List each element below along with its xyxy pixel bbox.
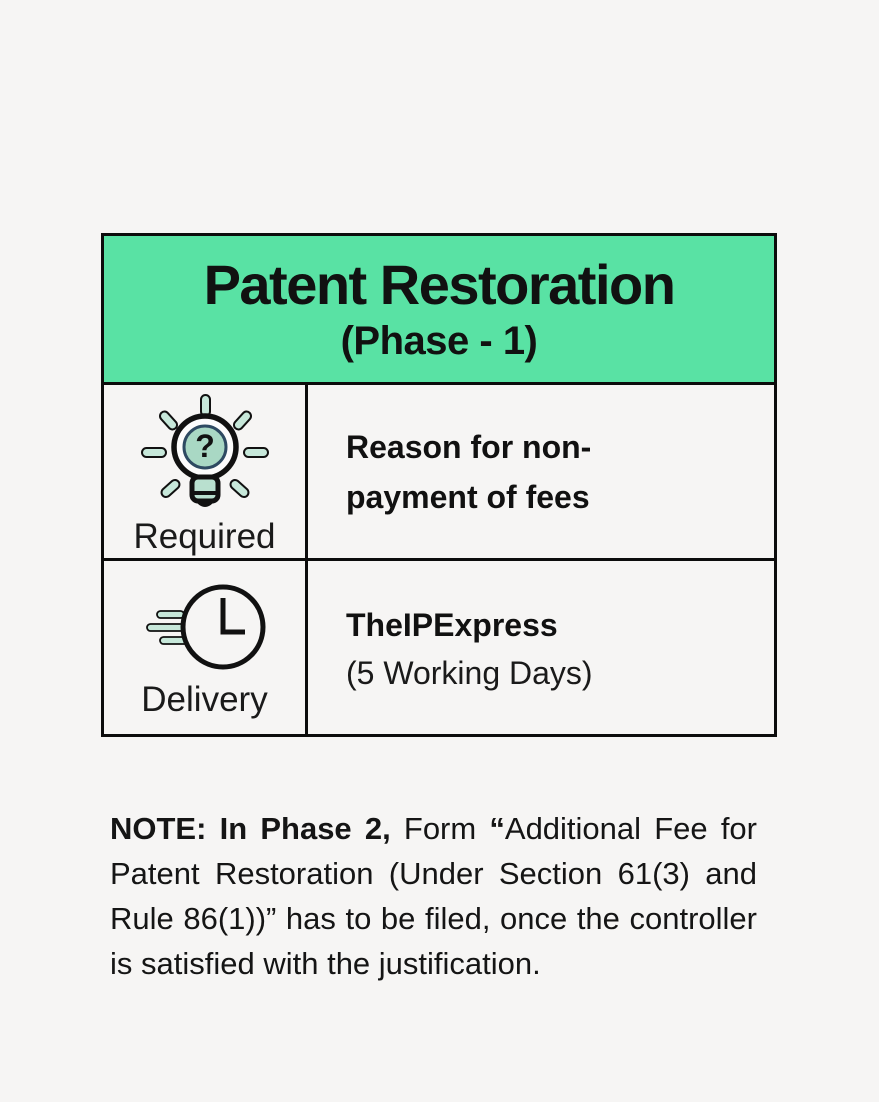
note-body: Additional Fee for Patent Restoration (Under Section 61(3) and Rule 86(1))” has to be filed, once the controller is satisfied with the justification. xyxy=(110,811,757,981)
table-row-required xyxy=(104,385,774,558)
note-lead: NOTE: In Phase 2, xyxy=(110,811,391,846)
required-text-cell xyxy=(308,385,774,558)
patent-restoration-table xyxy=(101,233,777,737)
delivery-provider: TheIPExpress xyxy=(346,606,558,643)
required-text: Reason for non-payment of fees xyxy=(346,428,592,515)
page-subtitle: (Phase - 1) xyxy=(340,319,538,364)
page-title: Patent Restoration xyxy=(203,252,675,316)
required-icon-cell xyxy=(104,385,308,558)
fast-clock-icon xyxy=(139,582,271,672)
note-open-quote: “ xyxy=(489,811,505,846)
required-label: Required xyxy=(133,517,276,557)
note-mid: Form xyxy=(390,811,490,846)
table-row-delivery xyxy=(104,558,774,734)
delivery-duration: (5 Working Days) xyxy=(346,654,593,691)
question-mark-glyph: ? xyxy=(194,428,215,465)
delivery-text-cell xyxy=(308,561,774,734)
delivery-icon-cell xyxy=(104,561,308,734)
note-paragraph xyxy=(110,806,757,986)
delivery-label: Delivery xyxy=(141,680,268,720)
table-header xyxy=(104,236,774,385)
lightbulb-question-icon xyxy=(137,393,273,517)
